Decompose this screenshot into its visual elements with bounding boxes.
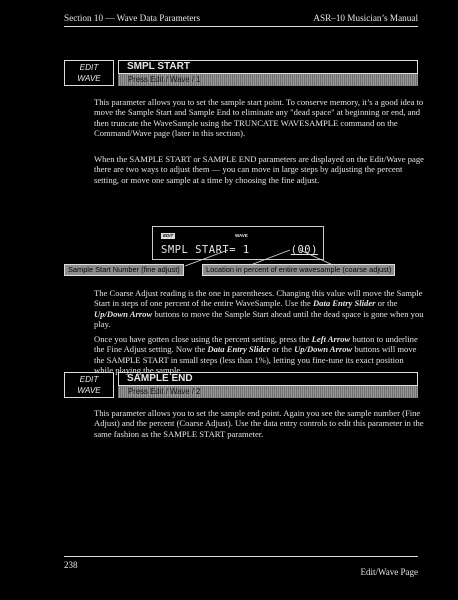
paragraph: When the SAMPLE START or SAMPLE END parameters are displayed on the Edit/Wave page there are two ways to adjust them — you can move in large steps by adjusting the percent setting, or move one sample at a time by choosing the fine adjust. — [94, 154, 424, 185]
section-tag: EDIT WAVE — [64, 60, 114, 86]
section-title: SMPL START — [118, 60, 418, 74]
page-number: 238 — [64, 560, 78, 570]
header-manual-title: ASR–10 Musician’s Manual — [313, 13, 418, 23]
paragraph: This parameter allows you to set the sample start point. To conserve memory, it’s a good idea to move the Sample Start and Sample End to eliminate any "dead space" at beginning or end, and then truncate the WaveSample using the TRUNCATE WAVESAMPLE command on the Command/Wave page (later in this section). — [94, 97, 424, 139]
footer-rule — [64, 556, 418, 557]
callout-fine-adjust: Sample Start Number (fine adjust) — [64, 264, 184, 276]
section-subtitle: Press Edit / Wave / 2 — [118, 386, 418, 398]
display-mode: EDIT — [163, 233, 174, 238]
paragraph: The Coarse Adjust reading is the one in parentheses. Changing this value will move the Sample Start in steps of one percent of the entire WaveSample. Use the Data Entry Slider or the Up/Down Arrow buttons to move the Sample Start ahead until the dead space is gone when you play. — [94, 288, 424, 330]
display-fine-value: 1 — [242, 244, 250, 256]
paragraph: This parameter allows you to set the sample end point. Again you see the sample number (Fine Adjust) and the percent (Coarse Adjust). Use the data entry controls to edit this parameter in the same fashion as the SAMPLE START parameter. — [94, 408, 424, 439]
display-page: WAVE — [235, 233, 248, 238]
display-param: SMPL START= — [161, 244, 243, 256]
callout-coarse-adjust: Location in percent of entire wavesample (coarse adjust) — [202, 264, 395, 276]
section-title: SAMPLE END — [118, 372, 418, 386]
header-section-title: Section 10 — Wave Data Parameters — [64, 13, 201, 23]
display-coarse-value: (00) — [290, 244, 318, 256]
paragraph: Once you have gotten close using the percent setting, press the Left Arrow button to underline the Fine Adjust setting. Now the Data Entry Slider or the Up/Down Arrow buttons will move the SAMPLE START in small steps (less than 1%), letting you fine-tune its exact position while playing the sample. — [94, 334, 418, 376]
footer-page-name: Edit/Wave Page — [360, 567, 418, 577]
section-tag: EDIT WAVE — [64, 372, 114, 398]
section-sample-end — [64, 372, 418, 398]
section-subtitle: Press Edit / Wave / 1 — [118, 74, 418, 86]
